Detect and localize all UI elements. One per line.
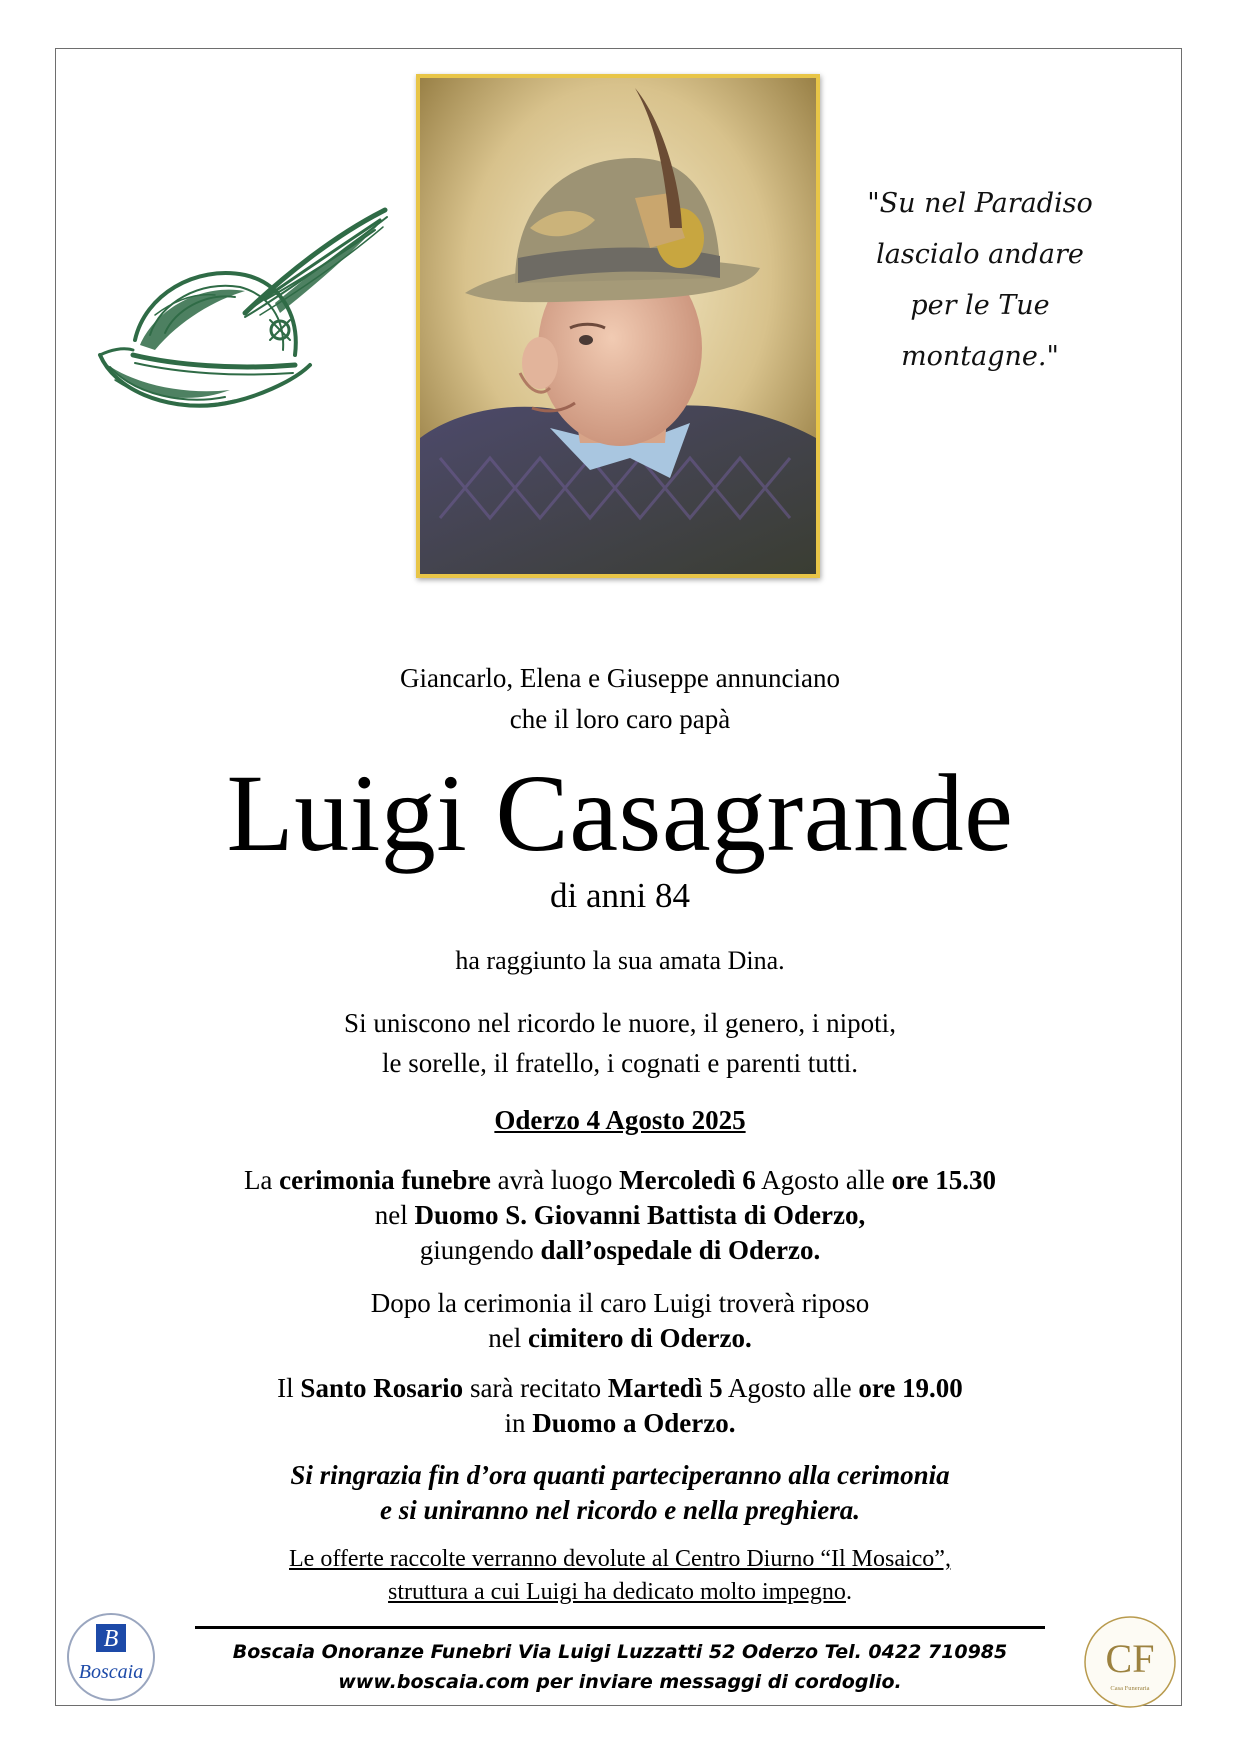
offers-note <box>0 1543 1240 1609</box>
deceased-age: di anni 84 <box>550 876 690 915</box>
cf-caption: Casa Funeraria <box>1110 1685 1150 1692</box>
offers-line: Le offerte raccolte verranno devolute al Centro Diurno “Il Mosaico”, <box>289 1546 951 1572</box>
boscaia-letter: B <box>103 1626 119 1652</box>
boscaia-logo <box>58 1612 164 1702</box>
quote-line: "Su nel Paradiso <box>867 188 1093 219</box>
family-mourners <box>0 1003 1240 1083</box>
footer-website: www.boscaia.com per inviare messaggi di cordoglio. <box>338 1671 902 1693</box>
deceased-name: Luigi Casagrande <box>226 752 1014 874</box>
announcement <box>0 658 1240 740</box>
portrait-photo <box>416 74 820 578</box>
rosary-line-1: Il Santo Rosario sarà recitato Martedì 5 Agosto alle ore 19.00 <box>277 1373 963 1403</box>
rosary-info <box>0 1371 1240 1441</box>
family-line: le sorelle, il fratello, i cognati e parenti tutti. <box>381 1048 859 1078</box>
quote-line: lascialo andare <box>876 239 1084 270</box>
offers-line: struttura a cui Luigi ha dedicato molto impegno. <box>388 1579 852 1605</box>
reached-text: ha raggiunto la sua amata Dina. <box>455 946 785 975</box>
footer-divider <box>195 1626 1045 1629</box>
burial-line-1: Dopo la cerimonia il caro Luigi troverà riposo <box>370 1288 870 1318</box>
footer-contact <box>195 1637 1045 1697</box>
memorial-quote <box>840 178 1120 382</box>
thanks-line: Si ringrazia fin d’ora quanti parteciperanno alla cerimonia <box>290 1460 950 1490</box>
announcement-line: Giancarlo, Elena e Giuseppe annunciano <box>399 663 841 693</box>
burial-line-2: nel cimitero di Oderzo. <box>488 1323 752 1353</box>
boscaia-name: Boscaia <box>78 1661 144 1683</box>
family-line: Si uniscono nel ricordo le nuore, il genero, i nipoti, <box>344 1008 896 1038</box>
thanks-line: e si uniranno nel ricordo e nella preghiera. <box>379 1495 861 1525</box>
thanks-note <box>0 1458 1240 1528</box>
ceremony-line-2: nel Duomo S. Giovanni Battista di Oderzo, <box>374 1200 866 1230</box>
ceremony-info <box>0 1163 1240 1268</box>
quote-line: montagne." <box>901 341 1059 372</box>
casa-funeraria-logo <box>1082 1614 1178 1710</box>
cf-monogram: CF <box>1105 1636 1155 1681</box>
place-date-text: Oderzo 4 Agosto 2025 <box>494 1105 746 1135</box>
burial-info <box>0 1286 1240 1356</box>
footer-address: Boscaia Onoranze Funebri Via Luigi Luzzatti 52 Oderzo Tel. 0422 710985 <box>232 1641 1008 1663</box>
announcement-line: che il loro caro papà <box>509 704 731 734</box>
alpine-hat-icon <box>95 205 395 430</box>
ceremony-line-1: La cerimonia funebre avrà luogo Mercoledì 6 Agosto alle ore 15.30 <box>243 1165 997 1195</box>
quote-line: per le Tue <box>910 290 1050 321</box>
ceremony-line-3: giungendo dall’ospedale di Oderzo. <box>419 1235 821 1265</box>
rosary-line-2: in Duomo a Oderzo. <box>504 1408 736 1438</box>
place-date <box>0 1105 1240 1136</box>
